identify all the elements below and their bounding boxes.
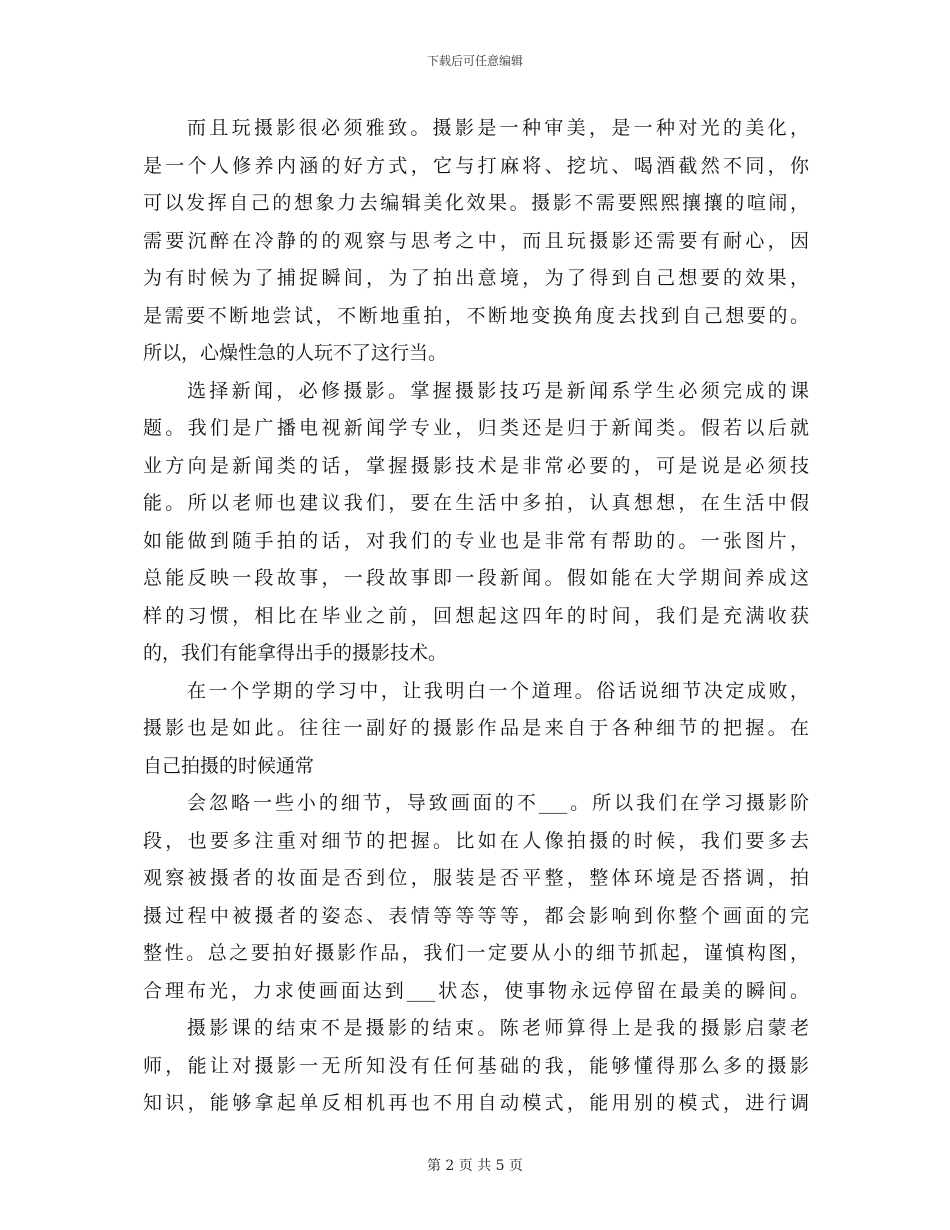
- page-header: 下载后可任意编辑: [426, 54, 523, 68]
- text-line: 师，能让对摄影一无所知没有任何基础的我，能够懂得那么多的摄影: [143, 1054, 809, 1077]
- paragraph: [143, 673, 809, 786]
- text-line: 需要沉醉在冷静的的观察与思考之中，而且玩摄影还需要有耐心，因: [143, 229, 809, 252]
- text-line: 摄影课的结束不是摄影的结束。陈老师算得上是我的摄影启蒙老: [187, 1017, 809, 1039]
- text-line: 在一个学期的学习中，让我明白一个道理。俗话说细节决定成败，: [187, 679, 809, 702]
- text-line: 段，也要多注重对细节的把握。比如在人像拍摄的时候，我们要多去: [143, 829, 809, 852]
- text-line: 自己拍摄的时候通常: [143, 754, 315, 777]
- text-line: 样的习惯，相比在毕业之前，回想起这四年的时间，我们是充满收获: [143, 604, 809, 627]
- text-line: 所以，心燥性急的人玩不了这行当。: [143, 342, 448, 364]
- text-line: 总能反映一段故事，一段故事即一段新闻。假如能在大学期间养成这: [143, 567, 809, 589]
- text-line: 题。我们是广播电视新闻学专业，归类还是归于新闻类。假若以后就: [143, 417, 809, 439]
- text-line: 知识，能够拿起单反相机再也不用自动模式，能用别的模式，进行调: [143, 1092, 809, 1114]
- paragraph: [143, 785, 809, 1010]
- paragraph: [143, 373, 809, 673]
- text-line: 合理布光，力求使画面达到___状态，使事物永远停留在最美的瞬间。: [143, 979, 809, 1002]
- document-body: [143, 110, 809, 1123]
- paragraph: [143, 1010, 809, 1123]
- text-line: 摄影也是如此。往往一副好的摄影作品是来自于各种细节的把握。在: [143, 717, 809, 739]
- text-line: 能。所以老师也建议我们，要在生活中多拍，认真想想，在生活中假: [143, 492, 809, 514]
- text-line: 业方向是新闻类的话，掌握摄影技术是非常必要的，可是说是必须技: [143, 454, 809, 477]
- page-number-footer: 第 2 页 共 5 页: [426, 1158, 524, 1174]
- text-line: 而且玩摄影很必须雅致。摄影是一种审美，是一种对光的美化，: [187, 117, 809, 139]
- text-line: 是需要不断地尝试，不断地重拍，不断地变换角度去找到自己想要的。: [143, 304, 809, 327]
- text-line: 观察被摄者的妆面是否到位，服装是否平整，整体环境是否搭调，拍: [143, 867, 809, 889]
- text-line: 的，我们有能拿得出手的摄影技术。: [143, 642, 448, 664]
- text-line: 如能做到随手拍的话，对我们的专业也是非常有帮助的。一张图片，: [143, 529, 809, 552]
- text-line: 整性。总之要拍好摄影作品，我们一定要从小的细节抓起，谨慎构图，: [143, 942, 809, 964]
- text-line: 是一个人修养内涵的好方式，它与打麻将、挖坑、喝酒截然不同，你: [143, 154, 809, 177]
- paragraph: [143, 110, 809, 373]
- text-line: 摄过程中被摄者的姿态、表情等等等等，都会影响到你整个画面的完: [143, 904, 809, 927]
- text-line: 可以发挥自己的想象力去编辑美化效果。摄影不需要熙熙攘攘的喧闹，: [143, 192, 809, 214]
- text-line: 会忽略一些小的细节，导致画面的不___。所以我们在学习摄影阶: [187, 792, 809, 814]
- text-line: 为有时候为了捕捉瞬间，为了拍出意境，为了得到自己想要的效果，: [143, 267, 809, 289]
- text-line: 选择新闻，必修摄影。掌握摄影技巧是新闻系学生必须完成的课: [187, 379, 809, 402]
